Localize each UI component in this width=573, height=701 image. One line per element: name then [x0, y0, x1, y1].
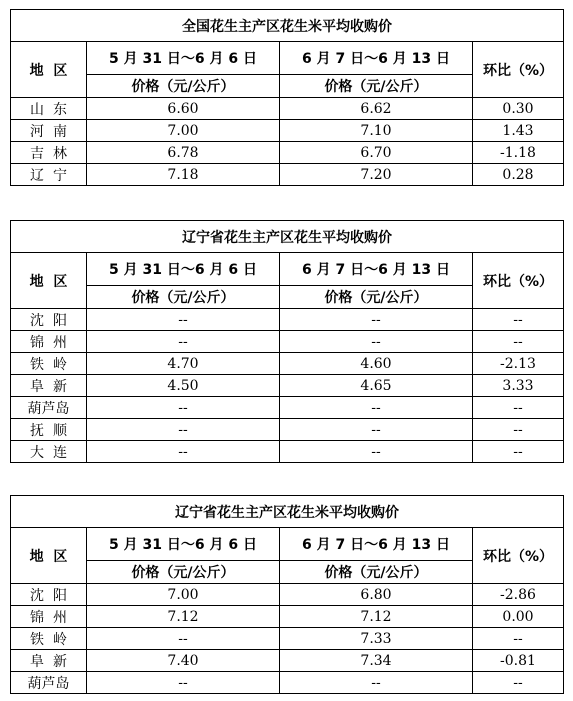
table-title: 辽宁省花生主产区花生平均收购价	[11, 221, 564, 253]
national-peanut-kernel-price-table	[10, 9, 564, 186]
price-cell: 4.70	[87, 353, 280, 375]
price-cell: --	[280, 441, 473, 463]
liaoning-peanut-kernel-price-table	[10, 495, 564, 694]
change-cell: 0.00	[473, 606, 564, 628]
region-cell: 河 南	[11, 120, 87, 142]
price-cell: 4.60	[280, 353, 473, 375]
price-cell: 7.12	[87, 606, 280, 628]
change-cell: -2.13	[473, 353, 564, 375]
region-cell: 大 连	[11, 441, 87, 463]
liaoning-peanut-price-table	[10, 220, 564, 463]
change-cell: 0.30	[473, 98, 564, 120]
change-cell: --	[473, 419, 564, 441]
price-cell: --	[280, 331, 473, 353]
price-cell: --	[280, 672, 473, 694]
price-cell: 7.00	[87, 584, 280, 606]
table-row	[11, 164, 564, 186]
table-row	[11, 375, 564, 397]
price-unit-header: 价格（元/公斤）	[280, 286, 473, 309]
price-cell: --	[87, 628, 280, 650]
price-cell: 7.34	[280, 650, 473, 672]
price-cell: 7.10	[280, 120, 473, 142]
price-cell: 7.33	[280, 628, 473, 650]
price-unit-header: 价格（元/公斤）	[280, 75, 473, 98]
price-cell: 6.80	[280, 584, 473, 606]
table-row	[11, 650, 564, 672]
change-cell: -0.81	[473, 650, 564, 672]
price-cell: --	[87, 331, 280, 353]
price-cell: 6.62	[280, 98, 473, 120]
change-header: 环比（%）	[473, 528, 564, 584]
period2-header: 6 月 7 日～6 月 13 日	[280, 253, 473, 286]
region-header: 地 区	[11, 528, 87, 584]
change-cell: 1.43	[473, 120, 564, 142]
table-row	[11, 120, 564, 142]
region-cell: 铁 岭	[11, 628, 87, 650]
region-header: 地 区	[11, 253, 87, 309]
table-title: 辽宁省花生主产区花生米平均收购价	[11, 496, 564, 528]
period2-header: 6 月 7 日～6 月 13 日	[280, 42, 473, 75]
region-cell: 锦 州	[11, 606, 87, 628]
price-cell: --	[87, 441, 280, 463]
table-row	[11, 98, 564, 120]
region-cell: 葫芦岛	[11, 397, 87, 419]
change-cell: --	[473, 309, 564, 331]
region-cell: 山 东	[11, 98, 87, 120]
price-cell: 7.00	[87, 120, 280, 142]
price-cell: 6.60	[87, 98, 280, 120]
price-cell: --	[87, 397, 280, 419]
change-cell: 0.28	[473, 164, 564, 186]
change-cell: -2.86	[473, 584, 564, 606]
region-cell: 沈 阳	[11, 584, 87, 606]
price-cell: --	[280, 309, 473, 331]
region-header: 地 区	[11, 42, 87, 98]
period1-header: 5 月 31 日～6 月 6 日	[87, 253, 280, 286]
period1-header: 5 月 31 日～6 月 6 日	[87, 42, 280, 75]
table-row	[11, 331, 564, 353]
price-cell: 6.70	[280, 142, 473, 164]
change-cell: -1.18	[473, 142, 564, 164]
price-cell: --	[87, 419, 280, 441]
region-cell: 铁 岭	[11, 353, 87, 375]
price-cell: --	[87, 309, 280, 331]
price-unit-header: 价格（元/公斤）	[87, 286, 280, 309]
table-row	[11, 441, 564, 463]
table-row	[11, 142, 564, 164]
table-row	[11, 419, 564, 441]
price-cell: --	[280, 419, 473, 441]
price-cell: 7.40	[87, 650, 280, 672]
change-cell: --	[473, 441, 564, 463]
region-cell: 阜 新	[11, 375, 87, 397]
table-row	[11, 672, 564, 694]
price-unit-header: 价格（元/公斤）	[280, 561, 473, 584]
region-cell: 葫芦岛	[11, 672, 87, 694]
table-row	[11, 584, 564, 606]
price-unit-header: 价格（元/公斤）	[87, 75, 280, 98]
table-row	[11, 628, 564, 650]
table-row	[11, 353, 564, 375]
change-cell: --	[473, 397, 564, 419]
table-row	[11, 309, 564, 331]
table-row	[11, 397, 564, 419]
price-cell: 6.78	[87, 142, 280, 164]
price-cell: --	[280, 397, 473, 419]
price-cell: 7.20	[280, 164, 473, 186]
change-cell: --	[473, 672, 564, 694]
table-title: 全国花生主产区花生米平均收购价	[11, 10, 564, 42]
change-cell: --	[473, 331, 564, 353]
region-cell: 辽 宁	[11, 164, 87, 186]
price-cell: --	[87, 672, 280, 694]
price-unit-header: 价格（元/公斤）	[87, 561, 280, 584]
price-cell: 4.50	[87, 375, 280, 397]
price-cell: 7.18	[87, 164, 280, 186]
region-cell: 沈 阳	[11, 309, 87, 331]
region-cell: 锦 州	[11, 331, 87, 353]
period1-header: 5 月 31 日～6 月 6 日	[87, 528, 280, 561]
region-cell: 阜 新	[11, 650, 87, 672]
region-cell: 抚 顺	[11, 419, 87, 441]
change-cell: --	[473, 628, 564, 650]
table-row	[11, 606, 564, 628]
change-cell: 3.33	[473, 375, 564, 397]
change-header: 环比（%）	[473, 253, 564, 309]
period2-header: 6 月 7 日～6 月 13 日	[280, 528, 473, 561]
region-cell: 吉 林	[11, 142, 87, 164]
price-cell: 4.65	[280, 375, 473, 397]
change-header: 环比（%）	[473, 42, 564, 98]
price-cell: 7.12	[280, 606, 473, 628]
